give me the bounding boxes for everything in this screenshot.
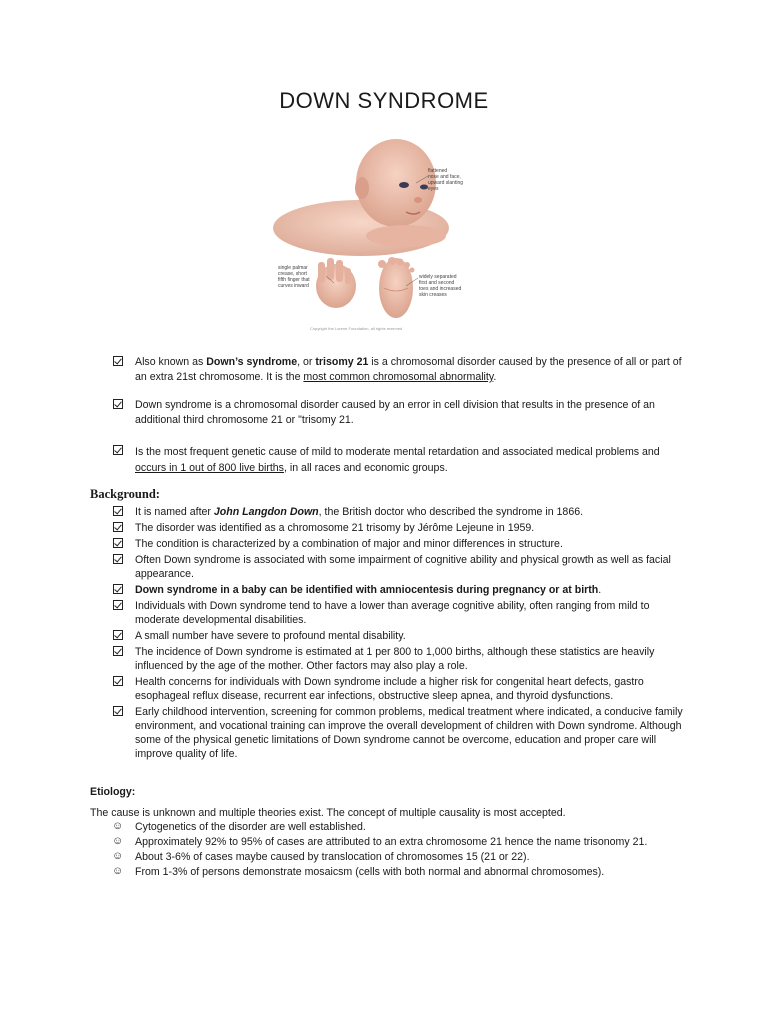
checked-box-icon	[113, 676, 123, 686]
list-item: Also known as Down’s syndrome, or trisomy 21 is a chromosomal disorder caused by the presence of all or part of an extra 21st chromosome. It is the most common chromosomal abnormality.	[113, 355, 693, 385]
checked-box-icon	[113, 630, 123, 640]
section-heading-background: Background:	[90, 487, 160, 501]
section-heading-etiology: Etiology:	[90, 786, 136, 798]
list-item: A small number have severe to profound mental disability.	[113, 629, 693, 643]
list-item: Is the most frequent genetic cause of mild to moderate mental retardation and associated medical problems and occurs in 1 out of 800 live births, in all races and economic groups.	[113, 444, 693, 476]
page-title: DOWN SYNDROME	[279, 88, 489, 113]
list-item: ☺ Approximately 92% to 95% of cases are attributed to an extra chromosome 21 hence the name trisonomy 21.	[112, 835, 648, 848]
checked-box-icon	[113, 600, 123, 610]
list-item: ☺ From 1-3% of persons demonstrate mosaicsm (cells with both normal and abnormal chromosomes).	[112, 865, 605, 878]
etiology-intro: The cause is unknown and multiple theories exist. The concept of multiple causality is most accepted.	[90, 807, 566, 819]
list-item: Down syndrome is a chromosomal disorder caused by an error in cell division that results in the presence of an additional third chromosome 21 or "trisomy 21.	[113, 398, 693, 428]
background-list	[113, 505, 693, 761]
callout-hand: single palmar crease, short fifth finger that curves inward	[278, 265, 310, 289]
checked-box-icon	[113, 522, 123, 532]
list-item: The disorder was identified as a chromosome 21 trisomy by Jérôme Lejeune in 1959.	[113, 521, 693, 535]
checked-box-icon	[113, 646, 123, 656]
checked-box-icon	[113, 506, 123, 516]
list-item: Down syndrome in a baby can be identified with amniocentesis during pregnancy or at birth.	[113, 583, 693, 597]
etiology-list	[113, 820, 693, 879]
link-text: most common chromosomal abnormality	[303, 371, 494, 383]
checked-box-icon	[113, 554, 123, 564]
list-item: ☺ About 3-6% of cases maybe caused by translocation of chromosomes 15 (21 or 22).	[112, 850, 530, 863]
checked-box-icon	[113, 706, 123, 716]
callout-foot: widely separated first and second toes and increased skin creases	[419, 274, 462, 298]
list-item: Often Down syndrome is associated with some impairment of cognitive ability and physical growth as well as facial appearance.	[113, 553, 693, 581]
smiley-icon: ☺	[112, 835, 124, 847]
figure-copyright: Copyright the Lorene Foundation, all rights reserved	[310, 326, 403, 331]
intro-list	[113, 355, 693, 385]
smiley-icon: ☺	[112, 865, 124, 877]
smiley-icon: ☺	[112, 850, 124, 862]
list-item: ☺ Cytogenetics of the disorder are well established.	[112, 820, 366, 833]
list-item: Health concerns for individuals with Down syndrome include a higher risk for congenital heart defects, gastro esophageal reflux disease, recurrent ear infections, obstructive sleep apnea, and thyroid dysfunctions.	[113, 675, 693, 703]
checked-box-icon	[113, 445, 123, 455]
baby-illustration	[266, 128, 506, 338]
list-item: Individuals with Down syndrome tend to have a lower than average cognitive ability, often ranging from mild to moderate developmental disabilities.	[113, 599, 693, 627]
checked-box-icon	[113, 538, 123, 548]
intro-list	[113, 444, 693, 476]
list-item: Early childhood intervention, screening for common problems, medical treatment where indicated, a conducive family environment, and vocational training can improve the overall development of children with Down syndrome. Although some of the physical genetic limitations of Down syndrome cannot be overcome, education and proper care will improve quality of life.	[113, 705, 693, 761]
checked-box-icon	[113, 584, 123, 594]
checked-box-icon	[113, 399, 123, 409]
list-item: The incidence of Down syndrome is estimated at 1 per 800 to 1,000 births, although these statistics are heavily influenced by the age of the mother. Other factors may also play a role.	[113, 645, 693, 673]
list-item: It is named after John Langdon Down, the British doctor who described the syndrome in 1866.	[113, 505, 693, 519]
intro-list	[113, 398, 693, 428]
smiley-icon: ☺	[112, 820, 124, 832]
baby-illustration-drawing	[266, 128, 506, 338]
checked-box-icon	[113, 356, 123, 366]
callout-face: flattened nose and face, upward slanting eyes	[428, 168, 464, 192]
list-item: The condition is characterized by a combination of major and minor differences in structure.	[113, 537, 693, 551]
